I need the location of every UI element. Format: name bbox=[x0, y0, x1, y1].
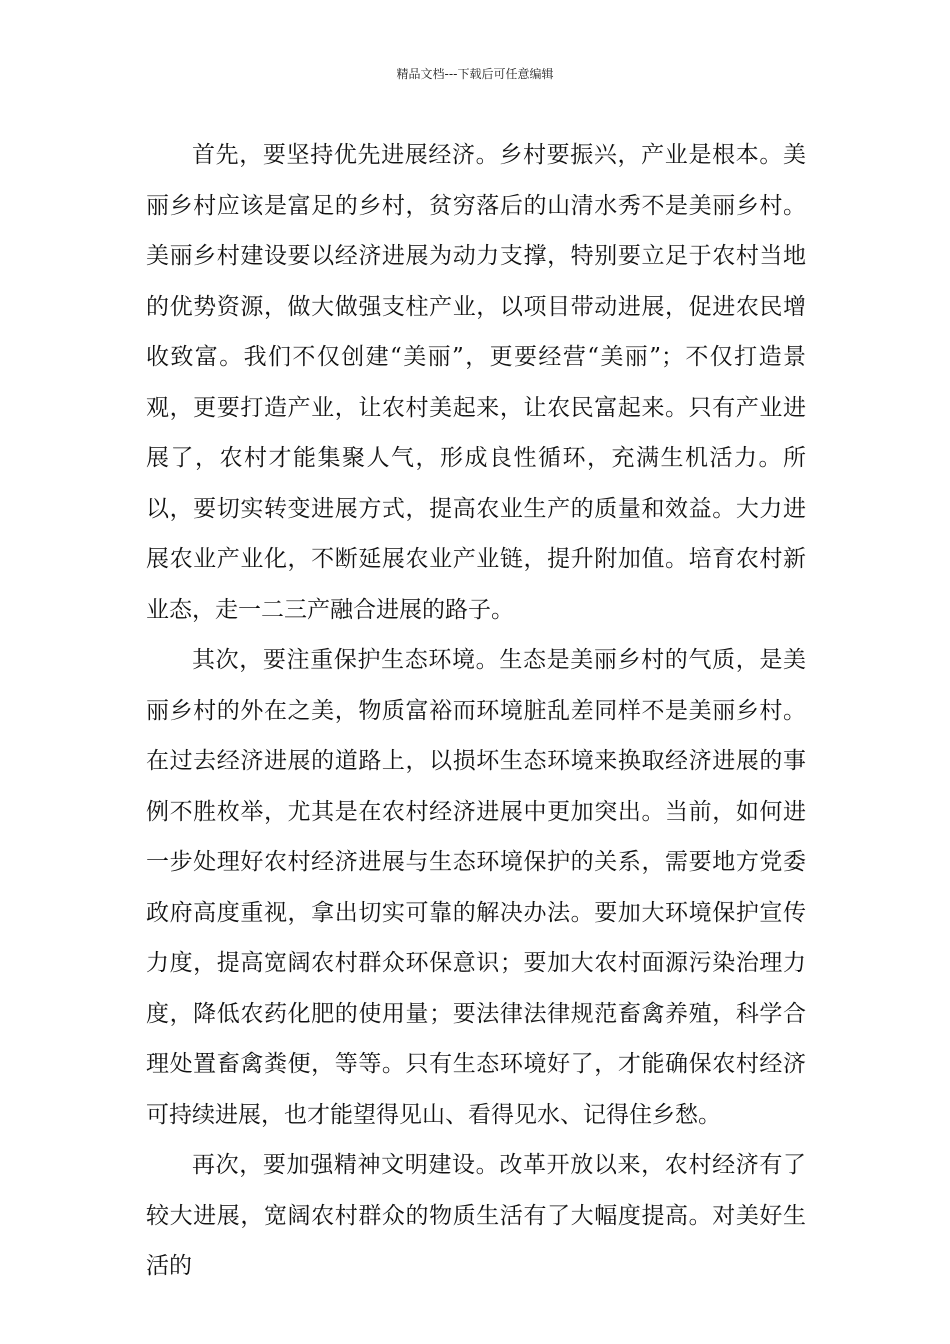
page-header: 精品文档---下载后可任意编辑 bbox=[396, 67, 554, 81]
document-body bbox=[146, 130, 806, 1292]
paragraph-civilization: 再次，要加强精神文明建设。改革开放以来，农村经济有了较大进展，宽阔农村群众的物质生活有了大幅度提高。对美好生活的 bbox=[146, 1152, 806, 1279]
paragraph-ecology: 其次，要注重保护生态环境。生态是美丽乡村的气质，是美丽乡村的外在之美，物质富裕而环境脏乱差同样不是美丽乡村。在过去经济进展的道路上，以损坏生态环境来换取经济进展的事例不胜枚举，尤其是在农村经济进展中更加突出。当前，如何进一步处理好农村经济进展与生态环境保护的关系，需要地方党委政府高度重视，拿出切实可靠的解决办法。要加大环境保护宣传力度，提高宽阔农村群众环保意识；要加大农村面源污染治理力度，降低农药化肥的使用量；要法律法律规范畜禽养殖，科学合理处置畜禽粪便，等等。只有生态环境好了，才能确保农村经济可持续进展，也才能望得见山、看得见水、记得住乡愁。 bbox=[146, 647, 806, 1128]
paragraph-economy: 首先，要坚持优先进展经济。乡村要振兴，产业是根本。美丽乡村应该是富足的乡村，贫穷落后的山清水秀不是美丽乡村。美丽乡村建设要以经济进展为动力支撑，特别要立足于农村当地的优势资源，做大做强支柱产业，以项目带动进展，促进农民增收致富。我们不仅创建“美丽”，更要经营“美丽”；不仅打造景观，更要打造产业，让农村美起来，让农民富起来。只有产业进展了，农村才能集聚人气，形成良性循环，充满生机活力。所以，要切实转变进展方式，提高农业生产的质量和效益。大力进展农业产业化，不断延展农业产业链，提升附加值。培育农村新业态，走一二三产融合进展的路子。 bbox=[146, 142, 806, 623]
